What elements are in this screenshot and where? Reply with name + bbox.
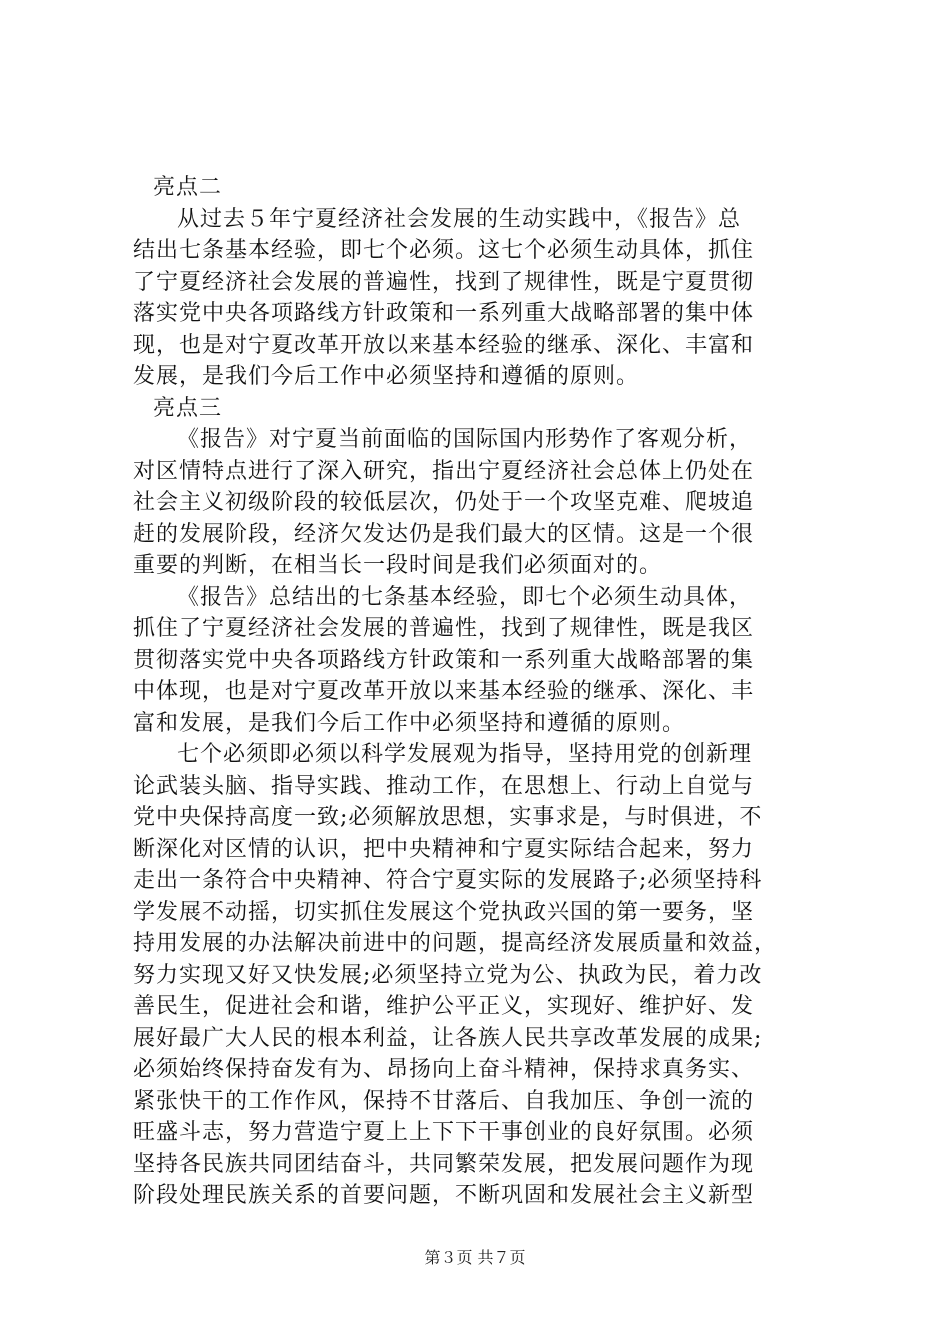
text-line: 现，也是对宁夏改革开放以来基本经验的继承、深化、丰富和 (133, 332, 755, 358)
text-line: 落实党中央各项路线方针政策和一系列重大战略部署的集中体 (133, 301, 755, 326)
section-heading: 亮点二 (153, 175, 223, 200)
section-heading: 亮点三 (153, 395, 223, 421)
document-body (133, 172, 833, 1212)
text-line: 阶段处理民族关系的首要问题，不断巩固和发展社会主义新型 (133, 1183, 755, 1208)
text-line: 了宁夏经济社会发展的普遍性，找到了规律性，既是宁夏贯彻 (133, 269, 755, 295)
text-line: 七个必须即必须以科学发展观为指导，坚持用党的创新理 (177, 742, 753, 767)
text-line: 对区情特点进行了深入研究，指出宁夏经济社会总体上仍处在 (133, 458, 755, 484)
page-footer: 第３页 共７页 (424, 1248, 526, 1267)
text-line: 断深化对区情的认识，把中央精神和宁夏实际结合起来，努力 (133, 836, 755, 862)
text-line: 紧张快干的工作作风，保持不甘落后、自我加压、争创一流的 (133, 1088, 755, 1114)
text-line: 论武装头脑、指导实践、推动工作，在思想上、行动上自觉与 (133, 773, 755, 799)
text-line: 党中央保持高度一致;必须解放思想，实事求是，与时俱进，不 (133, 805, 763, 830)
text-line: 社会主义初级阶段的较低层次，仍处于一个攻坚克难、爬坡追 (133, 490, 755, 515)
text-line: 旺盛斗志，努力营造宁夏上上下下干事创业的良好氛围。必须 (133, 1120, 755, 1145)
text-line: 持用发展的办法解决前进中的问题，提高经济发展质量和效益， (133, 931, 778, 956)
text-line: 善民生，促进社会和谐，维护公平正义，实现好、维护好、发 (133, 994, 755, 1019)
text-line: 展好最广大人民的根本利益，让各族人民共享改革发展的成果; (133, 1025, 763, 1051)
text-line: 抓住了宁夏经济社会发展的普遍性，找到了规律性，既是我区 (133, 616, 755, 641)
text-line: 《报告》总结出的七条基本经验，即七个必须生动具体， (177, 584, 753, 610)
text-line: 赶的发展阶段，经济欠发达仍是我们最大的区情。这是一个很 (133, 521, 755, 547)
text-line: 坚持各民族共同团结奋斗，共同繁荣发展，把发展问题作为现 (133, 1151, 755, 1177)
text-line: 重要的判断，在相当长一段时间是我们必须面对的。 (133, 553, 663, 578)
text-line: 从过去５年宁夏经济社会发展的生动实践中，《报告》总 (177, 206, 742, 232)
text-line: 富和发展，是我们今后工作中必须坚持和遵循的原则。 (133, 710, 686, 736)
text-line: 《报告》对宁夏当前面临的国际国内形势作了客观分析， (177, 427, 753, 452)
text-line: 中体现，也是对宁夏改革开放以来基本经验的继承、深化、丰 (133, 679, 755, 704)
text-line: 贯彻落实党中央各项路线方针政策和一系列重大战略部署的集 (133, 647, 755, 673)
text-line: 学发展不动摇，切实抓住发展这个党执政兴国的第一要务，坚 (133, 899, 755, 925)
text-line: 发展，是我们今后工作中必须坚持和遵循的原则。 (133, 364, 640, 389)
text-line: 走出一条符合中央精神、符合宁夏实际的发展路子;必须坚持科 (133, 868, 763, 893)
text-line: 结出七条基本经验，即七个必须。这七个必须生动具体，抓住 (133, 238, 755, 263)
text-line: 必须始终保持奋发有为、昂扬向上奋斗精神，保持求真务实、 (133, 1057, 755, 1082)
text-line: 努力实现又好又快发展;必须坚持立党为公、执政为民，着力改 (133, 962, 763, 988)
